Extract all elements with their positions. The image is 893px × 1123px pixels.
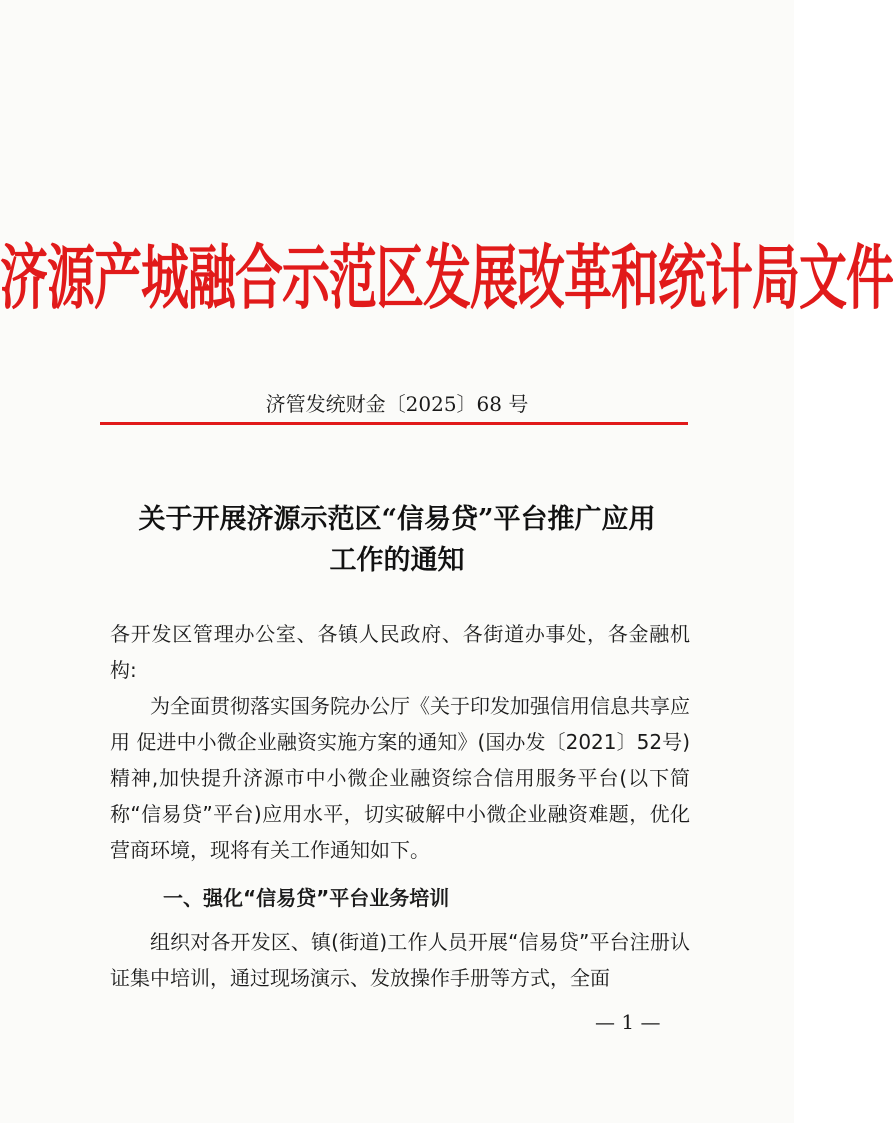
document-number: 济管发统财金〔2025〕68 号 (265, 392, 529, 416)
section-heading-1: 一、强化“信易贷”平台业务培训 (163, 886, 450, 910)
notice-title-line2: 工作的通知 (329, 545, 465, 576)
paragraph-section1: 组织对各开发区、镇(街道)工作人员开展“信易贷”平台注册认证集中培训，通过现场演示、发放操作手册等方式，全面 (110, 930, 690, 990)
notice-title-line1: 关于开展济源示范区“信易贷”平台推广应用 (138, 504, 656, 535)
issuer-header: 济源产城融合示范区发展改革和统计局文件 (0, 237, 893, 320)
paragraph-intro: 为全面贯彻落实国务院办公厅《关于印发加强信用信息共享应用 促进中小微企业融资实施方案的通知》(国办发〔2021〕52号)精神,加快提升济源市中小微企业融资综合信用服务平台(以下简称“信易贷”平台)应用水平，切实破解中小微企业融资难题，优化营商环境，现将有关工作通知如下。 (110, 694, 690, 862)
salutation: 各开发区管理办公室、各镇人民政府、各街道办事处，各金融机构: (110, 622, 690, 682)
red-divider-line (100, 422, 688, 425)
page-number: — 1 — (595, 1010, 661, 1034)
